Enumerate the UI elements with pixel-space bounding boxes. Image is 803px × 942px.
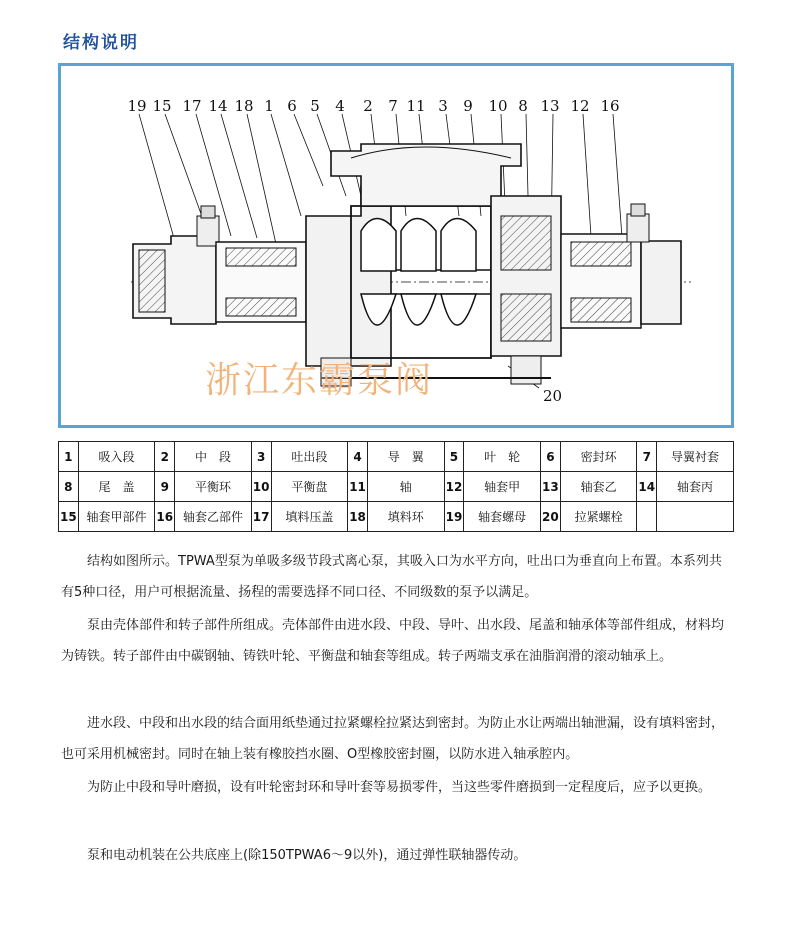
paragraph-5: 泵和电动机装在公共底座上(除150TPWA6～9以外)，通过弹性联轴器传动。 <box>87 848 527 863</box>
watermark-text: 浙江东霸泵阀 <box>205 360 434 401</box>
diagram-label-9: 9 <box>463 97 473 115</box>
diagram-label-3: 3 <box>438 97 448 115</box>
diagram-label-19: 19 <box>127 97 147 115</box>
part-number <box>637 502 657 532</box>
diagram-label-10: 10 <box>488 97 508 115</box>
part-number: 16 <box>155 502 175 532</box>
part-name: 叶 轮 <box>464 442 541 472</box>
part-name: 吐出段 <box>271 442 348 472</box>
part-name: 导 翼 <box>367 442 444 472</box>
diagram-label-12: 12 <box>570 97 590 115</box>
parts-row <box>59 502 734 532</box>
part-name: 轴 <box>367 472 444 502</box>
paragraph-2: 泵由壳体部件和转子部件所组成。壳体部件由进水段、中段、导叶、出水段、尾盖和轴承体等部件组成，材料均为铸铁。转子部件由中碳钢轴、铸铁叶轮、平衡盘和轴套等组成。转子两端支承在油脂润滑的滚动轴承上。 <box>61 618 725 664</box>
part-name: 吸入段 <box>78 442 155 472</box>
part-name: 填料环 <box>367 502 444 532</box>
part-number: 6 <box>541 442 561 472</box>
diagram-label-16: 16 <box>600 97 620 115</box>
diagram-label-13: 13 <box>540 97 560 115</box>
parts-table <box>58 441 734 532</box>
part-name: 拉紧螺栓 <box>560 502 637 532</box>
parts-row <box>59 442 734 472</box>
parts-row <box>59 472 734 502</box>
part-number: 1 <box>59 442 79 472</box>
diagram-label-15: 15 <box>152 97 172 115</box>
part-name: 密封环 <box>560 442 637 472</box>
diagram-label-2: 2 <box>363 97 373 115</box>
part-number: 10 <box>251 472 271 502</box>
paragraph-4: 为防止中段和导叶磨损，设有叶轮密封环和导叶套等易损零件，当这些零件磨损到一定程度后，应予以更换。 <box>87 780 712 795</box>
part-name: 轴套甲部件 <box>78 502 155 532</box>
section-title: 结构说明 <box>63 33 139 53</box>
diagram-label-7: 7 <box>388 97 398 115</box>
part-name: 轴套螺母 <box>464 502 541 532</box>
diagram-label-4: 4 <box>335 97 345 115</box>
diagram-label-6: 6 <box>287 97 297 115</box>
part-number: 13 <box>541 472 561 502</box>
part-number: 19 <box>444 502 464 532</box>
part-name: 轴套乙部件 <box>175 502 252 532</box>
part-number: 17 <box>251 502 271 532</box>
part-name: 中 段 <box>175 442 252 472</box>
part-number: 14 <box>637 472 657 502</box>
part-name: 导翼衬套 <box>657 442 734 472</box>
diagram-label-20: 20 <box>543 387 563 405</box>
part-number: 7 <box>637 442 657 472</box>
diagram-label-5: 5 <box>310 97 320 115</box>
part-name: 尾 盖 <box>78 472 155 502</box>
diagram-label-1: 1 <box>264 97 274 115</box>
part-number: 3 <box>251 442 271 472</box>
part-number: 2 <box>155 442 175 472</box>
part-number: 15 <box>59 502 79 532</box>
part-number: 8 <box>59 472 79 502</box>
paragraph-1: 结构如图所示。TPWA型泵为单吸多级节段式离心泵，其吸入口为水平方向，吐出口为垂直向上布置。本系列共有5种口径，用户可根据流量、扬程的需要选择不同口径、不同级数的泵予以满足。 <box>61 554 722 600</box>
part-number: 9 <box>155 472 175 502</box>
diagram-label-8: 8 <box>518 97 528 115</box>
part-number: 12 <box>444 472 464 502</box>
diagram-label-11: 11 <box>406 97 426 115</box>
part-name: 轴套乙 <box>560 472 637 502</box>
part-name: 平衡盘 <box>271 472 348 502</box>
diagram-label-14: 14 <box>208 97 228 115</box>
part-name: 轴套甲 <box>464 472 541 502</box>
part-name: 轴套丙 <box>657 472 734 502</box>
part-name: 平衡环 <box>175 472 252 502</box>
part-number: 11 <box>348 472 368 502</box>
part-number: 18 <box>348 502 368 532</box>
part-number: 5 <box>444 442 464 472</box>
part-name <box>657 502 734 532</box>
diagram-label-18: 18 <box>234 97 254 115</box>
diagram-label-17: 17 <box>182 97 202 115</box>
paragraph-3: 进水段、中段和出水段的结合面用纸垫通过拉紧螺栓拉紧达到密封。为防止水让两端出轴泄漏，设有填料密封，也可采用机械密封。同时在轴上装有橡胶挡水圈、O型橡胶密封圈，以防水进入轴承腔内。 <box>61 716 725 762</box>
part-number: 20 <box>541 502 561 532</box>
part-name: 填料压盖 <box>271 502 348 532</box>
part-number: 4 <box>348 442 368 472</box>
